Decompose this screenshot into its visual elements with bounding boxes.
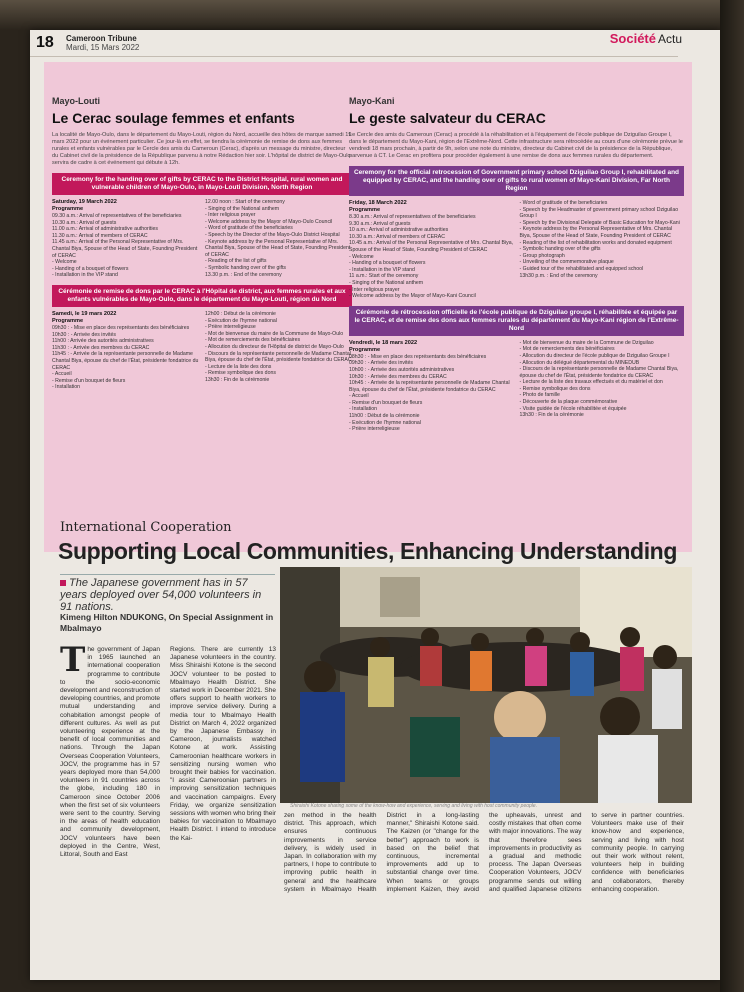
programme-line: - Speech by the Headmaster of government primary school Dziguilao Group I <box>519 206 679 220</box>
programme-line: 09h30 : - Arrivée des invités <box>349 360 414 367</box>
programme-line: Programme <box>349 346 381 353</box>
programme-line: - Mot de remerciements des bénéficiaires <box>205 337 301 344</box>
left-programme-english <box>52 199 352 279</box>
programme-line: 10.30 a.m.: Arrival of members of CERAC <box>349 233 446 240</box>
programme-line: - Discours de la représentante personnelle de Madame Chantal Biya, épouse du chef de l'État, présidente fondatrice du CERAC <box>205 350 352 364</box>
programme-line: - Speech by the Divisional Delegate of Basic Education for Mayo-Kani <box>519 219 680 226</box>
feature-kicker: International Cooperation <box>60 520 232 535</box>
programme-line: - Word of gratitude of the beneficiaries <box>519 200 608 206</box>
programme-line: - Speech by the Director of the Mayo-Oulo District Hospital <box>205 231 340 238</box>
left-bar-french: Cérémonie de remise de dons par le CERAC à l'Hôpital de district, aux femmes rurales et aux enfants vulnérables de Mayo-Oulo, dans le département du Mayo-Louti, région du Nord <box>52 285 352 307</box>
programme-column <box>349 200 514 300</box>
programme-line: - Accueil <box>349 393 369 400</box>
feature-subheading: The Japanese government has in 57 years deployed over 54,000 volunteers in 91 nations. <box>60 574 275 613</box>
publication-info <box>66 34 139 52</box>
programme-line: - Lecture de la liste des travaux effectués et du matériel et don <box>519 379 663 386</box>
programme-line: 13h30 : Fin de la cérémonie <box>205 376 270 383</box>
programme-line: 10.30 a.m.: Arrival of guests <box>52 219 117 226</box>
programme-line: Friday, 18 March 2022 <box>349 200 407 206</box>
programme-line: - Welcome <box>349 253 374 260</box>
programme-line: Samedi, le 19 mars 2022 <box>52 310 117 317</box>
programme-line: - Installation <box>349 406 377 413</box>
programme-line: 11.00 a.m.: Arrival of administrative authorities <box>52 226 159 233</box>
programme-line: - Mot de bienvenue du maire de la Commune de Dziguilao <box>519 339 654 346</box>
programme-line: - Word of gratitude of the beneficiaries <box>205 225 293 232</box>
left-lead: La localité de Mayo-Oulo, dans le département du Mayo-Louti, région du Nord, accueille des hôtes de marque samedi 19 mars 2022 pour un événement particulier. Ce jour-là en effet, se tiendra la cérémonie de remise de dons aux femmes rurales et enfants vulnérables par le Cercle des amis du Cameroun (Cerac), d'après un message du ministre, directeur du Cabinet civil de la présidence de la République parvenu à notre Rédaction hier soir. L'hôpital de district de Mayo-Oulo servira de cadre à cet événement qui débute à 12h. <box>52 132 352 166</box>
programme-line: 11h00 : Début de la cérémonie <box>349 413 420 420</box>
drop-cap: T <box>60 640 86 680</box>
programme-column <box>520 200 685 300</box>
programme-line: - Symbolic handing over of the gifts <box>519 246 601 253</box>
programme-line: - Lecture de la liste des dons <box>205 363 272 370</box>
programme-line: 12.00 noon : Start of the ceremony <box>205 199 285 205</box>
programme-line: - Welcome address by the Mayor of Mayo-Kani Council <box>349 293 476 300</box>
programme-line: - Keynote address by the Personal Representative of Mrs. Chantal Biya, Spouse of the Head of State, Founding President of CERAC <box>519 226 673 239</box>
publication-name: Cameroon Tribune <box>66 34 137 43</box>
right-programme-english <box>349 200 684 300</box>
programme-line: 13h30 : Fin de la cérémonie <box>519 412 584 419</box>
programme-line: - Exécution de l'hymne national <box>349 419 421 426</box>
photo-right-edge <box>720 0 744 992</box>
programme-line: - Allocution du délégué départemental du MINEDUB <box>519 359 640 366</box>
programme-line: - Accueil <box>52 371 72 378</box>
programme-line: Vendredi, le 18 mars 2022 <box>349 339 418 346</box>
programme-line: 12h00 : Début de la cérémonie <box>205 310 276 317</box>
programme-line: 10.45 a.m.: Arrival of the Personal Representative of Mrs. Chantal Biya, Spouse of the Head of State, Founding President of CERAC <box>349 240 514 253</box>
programme-line: - Installation <box>52 384 80 391</box>
community-photo <box>280 567 692 803</box>
programme-line: 9.30 a.m.: Arrival of guests <box>349 220 411 227</box>
programme-line: - Installation in the VIP stand <box>349 266 415 273</box>
feature-headline: Supporting Local Communities, Enhancing Understanding <box>58 538 677 564</box>
programme-line: - Singing of the National anthem <box>349 279 424 286</box>
right-title: Le geste salvateur du CERAC <box>349 110 546 126</box>
programme-line: - Inter religious prayer <box>205 212 256 219</box>
programme-line: 09h30 : - Mise en place des représentants des bénéficiaires <box>52 324 190 331</box>
programme-line: - Prière interreligieuse <box>205 324 256 331</box>
page-number: 18 <box>36 34 54 51</box>
photo-top-edge <box>0 0 744 30</box>
programme-line: Saturday, 19 March 2022 <box>52 199 117 205</box>
programme-line: - Discours de la représentante personnelle de Madame Chantal Biya, épouse du chef de l'État, présidente fondatrice du CERAC <box>519 366 679 379</box>
programme-line: - Visite guidée de l'école réhabilitée et équipée <box>519 405 627 412</box>
programme-line: Programme <box>52 317 84 324</box>
programme-line: - Mot de remerciements des bénéficiaires <box>519 346 615 353</box>
programme-line: 10h00 : - Arrivée des autorités administratives <box>349 366 455 373</box>
programme-line: 11h00 : Arrivée des autorités administratives <box>52 338 154 345</box>
audience-illustration <box>280 567 692 803</box>
right-announcement <box>349 62 684 433</box>
programme-line: - Inter religious prayer <box>349 286 400 293</box>
left-programme-french <box>52 311 352 391</box>
programme-line: - Photo de famille <box>519 392 560 399</box>
left-kicker: Mayo-Louti <box>52 96 100 106</box>
programme-line: - Remise d'un bouquet de fleurs <box>349 399 423 406</box>
programme-line: - Group photograph <box>519 252 565 259</box>
programme-line: 09.30 a.m.: Arrival of representatives of the beneficiaries <box>52 213 182 219</box>
programme-line: 10h30 : - Arrivée des invités <box>52 331 117 338</box>
programme-line: - Reading of the list of gifts <box>205 258 267 265</box>
programme-line: 11.45 a.m.: Arrival of the Personal Representative of Mrs. Chantal Biya, Spouse of the Head of State, Founding President of CERAC <box>52 239 198 259</box>
programme-column <box>205 311 352 391</box>
right-lead: Le Cercle des amis du Cameroun (Cerac) a procédé à la réhabilitation et à l'équipement de l'école publique de Dziguilao Groupe I, dans le département du Mayo-Kani, région de l'Extrême-Nord. Cette infrastructure sera rétrocédée au cours d'une cérémonie prévue le vendredi 18 mars prochain, à partir de 9h, selon une note du ministre, directeur du Cabinet civil de la présidence de la République, parvenue à CT. Le Cerac en profitera pour procéder également à une remise de dons aux femmes rurales du département. <box>349 132 683 159</box>
programme-line: - Installation in the VIP stand <box>52 272 118 279</box>
right-bar-french: Cérémonie de rétrocession officielle de l'école publique de Dziguilao groupe I, réhabilitée et équipée par le CERAC, et de remise des dons aux femmes rurales du département du Mayo-Kani région de l'Extrême-Nord <box>349 306 684 336</box>
programme-column <box>205 199 352 279</box>
programme-line: - Guided tour of the rehabilitated and equipped school <box>519 265 644 272</box>
programme-line: 8.30 a.m.: Arrival of representatives of the beneficiaries <box>349 214 476 220</box>
body-text-1: he government of Japan in 1965 launched an international cooperation programme to contribute to the socio-economic development and reconstruction of developing countries, and promote mutual understanding and cohabitation amongst people of different cultures. As well as put volunteering experience at the benefit of local communities and nations. Through the Japan Overseas Cooperation Volunteers, JOCV, the programme has in 57 years deployed more than 54,000 volunteers in 91 countries across the globe, including 180 in Cameroon since October 2006 when the first set of six volunteers were sent to the country. Serving in the areas of health education and community development, JOCV volunteers have been deployed in the Centre, West, Littoral, South and East <box>60 646 160 859</box>
section-tag: Actu <box>657 32 682 46</box>
programme-line: 13h30 p.m. : End of the ceremony <box>519 272 598 279</box>
announcements-panel <box>44 62 692 552</box>
left-bar-english: Ceremony for the handing over of gifts by CERAC to the District Hospital, rural women and vulnerable children of Mayo-Oulo, in Mayo-Louti Division, North Region <box>52 173 352 195</box>
programme-line: - Exécution de l'hymne national <box>205 317 277 324</box>
programme-line: - Unveiling of the commemorative plaque <box>519 259 614 266</box>
programme-line: - Handing of a bouquet of flowers <box>349 260 426 267</box>
programme-line: - Mot de bienvenue du maire de la Commune de Mayo-Oulo <box>205 330 344 337</box>
right-bar-english: Ceremony for the official retrocession of Government primary school Dziguilao Group I, rehabilitated and equipped by CERAC, and the handing over of gifts to rural women of Mayo-Kani Division, Far North Region <box>349 166 684 196</box>
programme-line: 11 a.m.: Start of the ceremony <box>349 273 419 280</box>
programme-line: - Reading of the list of rehabilitation works and donated equipment <box>519 239 672 246</box>
page-header <box>30 28 682 57</box>
programme-line: - Remise symbolique des dons <box>519 385 591 392</box>
programme-line: - Welcome address by the Mayor of Mayo-Oulo Council <box>205 218 333 225</box>
programme-line: 10h45 : - Arrivée de la représentante personnelle de Madame Chantal Biya, épouse du chef de l'État, présidente fondatrice du CERAC <box>349 380 510 393</box>
programme-line: - Prière interreligieuse <box>349 426 400 433</box>
programme-line: 11h45 : - Arrivée de la représentante personnelle de Madame Chantal Biya, épouse du chef de l'État, présidente fondatrice du CERAC <box>52 351 199 371</box>
programme-line: - Allocution du directeur de l'Hôpital de district de Mayo-Oulo <box>205 343 344 350</box>
programme-line: - Welcome <box>52 259 77 266</box>
programme-line: Programme <box>52 206 84 212</box>
photo-caption: Shiraishi Kotone sharing some of the know-how and experience, serving and living with host community people. <box>290 803 538 809</box>
body-column-2: Regions. There are currently 13 Japanese volunteers in the country. Miss Shiraishi Kotone is the second JOCV volunteer to be posted to Mbalmayo Health District. She started work in December 2021. She offers support to health workers to improve service delivery. During a media tour to Mbalmayo Health District on March 4, 2022 organized by the Japanese Embassy in Cameroon, journalists watched Kotone at work. Assisting Cameroonian healthcare workers in sensitizing nursing women who brought their babies for vaccination. "I assist Cameroonian partners in improving sensitization techniques and vaccination campaigns. Every Friday, we organize sensitization sessions with women who bring their babies for vaccination to Mbalmayo Health District. I intend to introduce the Kai- <box>170 646 276 842</box>
programme-line: - Allocution du directeur de l'école publique de Dziguilao Groupe I <box>519 352 670 359</box>
section-title: Société <box>609 31 656 46</box>
programme-line: 11.30 a.m.: Arrival of members of CERAC <box>52 232 148 239</box>
left-announcement <box>52 62 352 391</box>
programme-line: - Remise symbolique des dons <box>205 370 276 377</box>
right-kicker: Mayo-Kani <box>349 96 395 106</box>
programme-line: 10 a.m.: Arrival of administrative authorities <box>349 227 449 234</box>
programme-line: 10h30 : - Arrivée des membres du CERAC <box>349 373 447 380</box>
publication-date: Mardi, 15 Mars 2022 <box>66 43 140 52</box>
programme-line: - Handing of a bouquet of flowers <box>52 265 129 272</box>
programme-line: Programme <box>349 207 381 213</box>
programme-column <box>52 199 199 279</box>
right-programme-french <box>349 340 684 433</box>
programme-line: 08h30 : - Mise en place des représentants des bénéficiaires <box>349 353 487 360</box>
programme-line: 13.30 p.m. : End of the ceremony <box>205 271 282 278</box>
left-title: Le Cerac soulage femmes et enfants <box>52 110 295 126</box>
programme-column <box>52 311 199 391</box>
programme-column <box>520 340 685 433</box>
programme-line: - Remise d'un bouquet de fleurs <box>52 377 126 384</box>
body-column-3: zen method in the health district. This approach, which ensures continuous improvements in service delivery, is widely used in Japan. In collaboration with my partners, I hope to contribute to improving public health in general and the healthcare system in Mbalmayo Health District in a long-lasting manner," Shiraishi Kotone said. The Kaizen (or "change for the better") approach to work is based on the belief that continuous, incremental improvements add up to substantial change over time. When teams or groups implement Kaizen, they avoid the upheavals, unrest and costly mistakes that often come with major innovations. The way that therefore sees improvements in productivity as a gradual and methodic process. The Japan Overseas Cooperation Volunteers, JOCV programme sends out willing and qualified Japanese citizens to serve in partner countries. Volunteers make use of their know-how and experience, serving and living with host community people. In carrying out their work without relent, volunteers help in building confidence with beneficiaries and collaborators, thereby enhancing cooperation. <box>284 812 684 893</box>
feature-byline: Kimeng Hilton NDUKONG, On Special Assignment in Mbalmayo <box>60 612 274 633</box>
programme-line: - Découverte de la plaque commémorative <box>519 399 618 406</box>
programme-line: - Singing of the National anthem <box>205 205 280 212</box>
programme-column <box>349 340 514 433</box>
programme-line: - Keynote address by the Personal Representative of Mrs. Chantal Biya, Spouse of the Head of State, Founding President of CERAC <box>205 238 351 258</box>
programme-line: - Symbolic handing over of the gifts <box>205 264 287 271</box>
programme-line: 11h30 : - Arrivée des membres du CERAC <box>52 344 150 351</box>
body-column-1 <box>60 640 160 859</box>
